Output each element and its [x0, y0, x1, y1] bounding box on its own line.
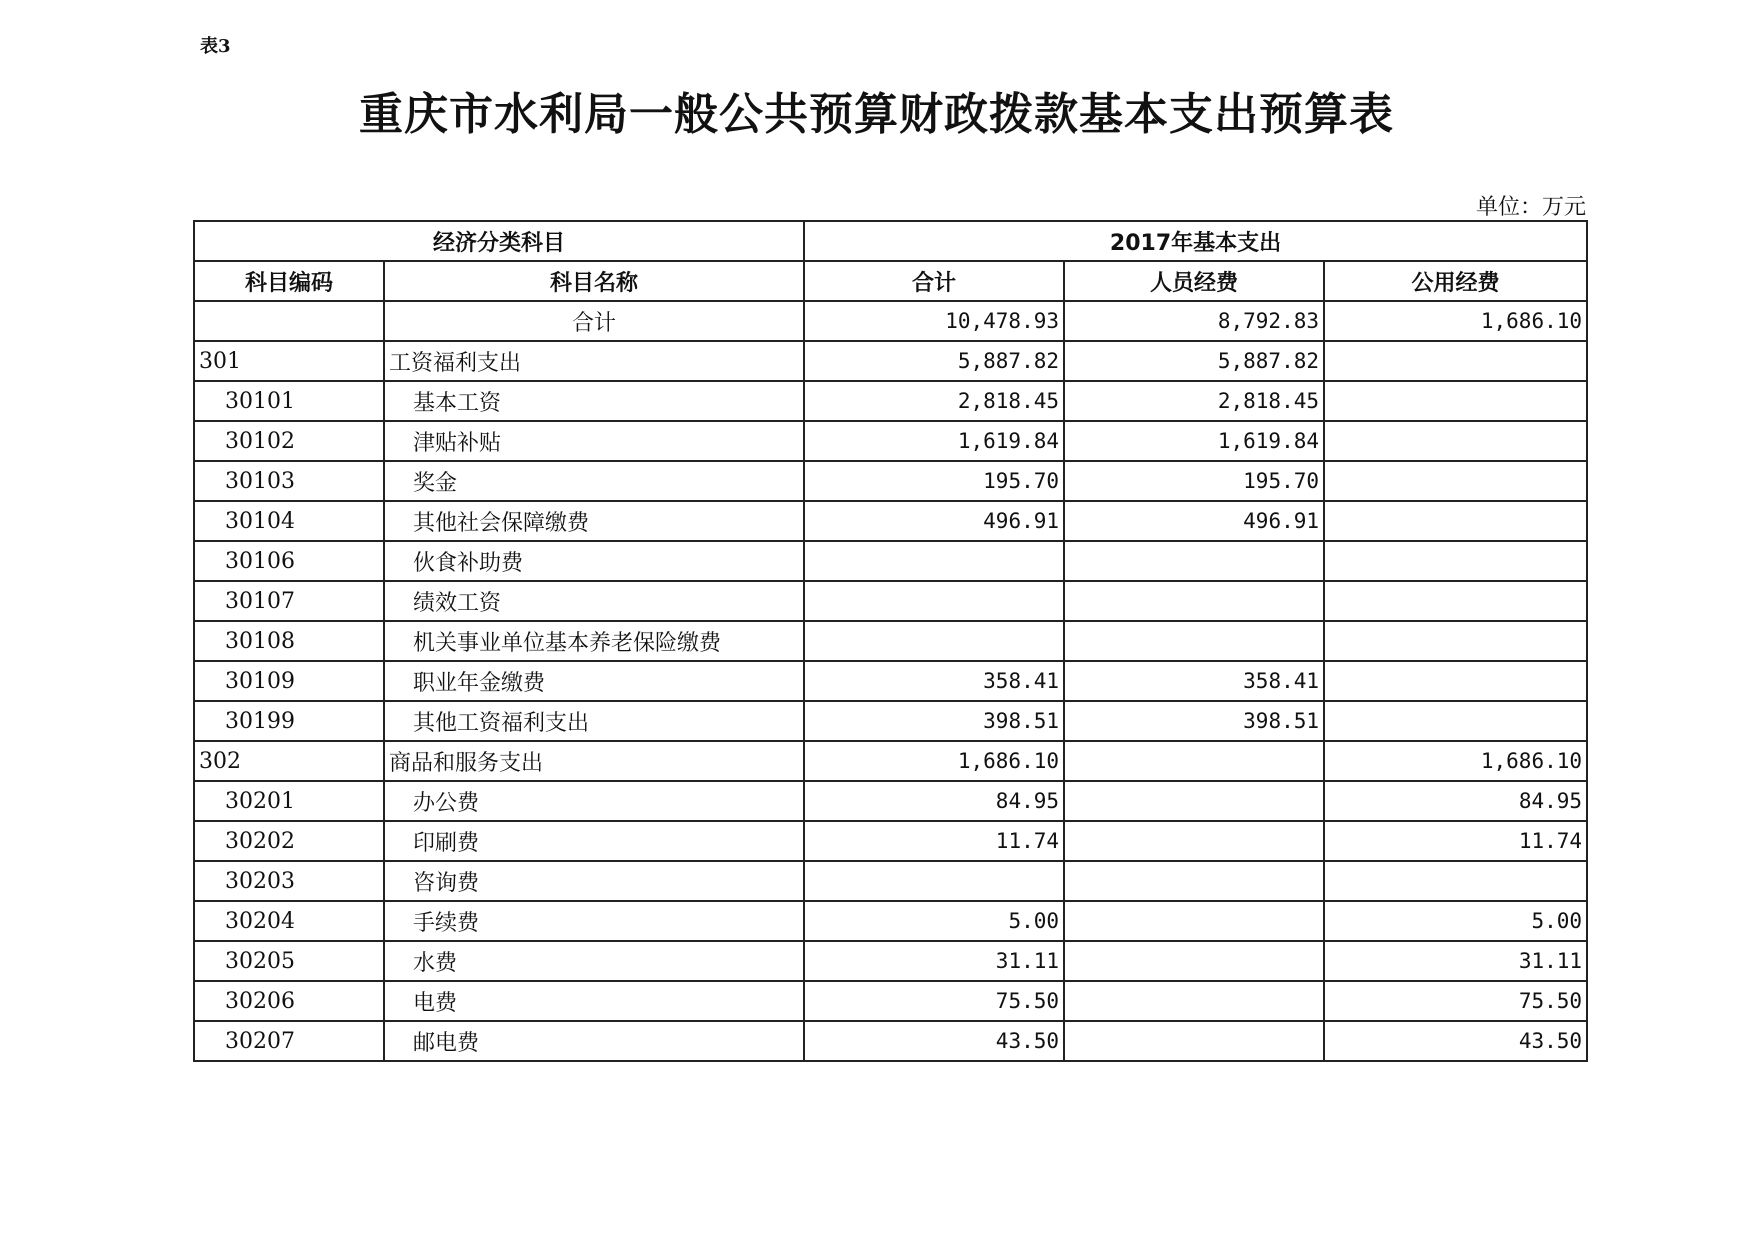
table-row [194, 621, 1587, 661]
header-public: 公用经费 [1324, 261, 1587, 301]
public-cell: 1,686.10 [1324, 741, 1587, 781]
name-cell: 奖金 [384, 461, 804, 501]
personnel-cell [1064, 781, 1324, 821]
code-cell: 30204 [194, 901, 384, 941]
page-title: 重庆市水利局一般公共预算财政拨款基本支出预算表 [359, 89, 1394, 140]
table-row [194, 381, 1587, 421]
total-cell [804, 861, 1064, 901]
total-cell: 1,619.84 [804, 421, 1064, 461]
total-cell: 10,478.93 [804, 301, 1064, 341]
personnel-cell [1064, 621, 1324, 661]
table-row [194, 941, 1587, 981]
code-cell: 30203 [194, 861, 384, 901]
total-cell: 2,818.45 [804, 381, 1064, 421]
table-row [194, 901, 1587, 941]
budget-table [193, 220, 1588, 1062]
code-cell: 301 [194, 341, 384, 381]
header-name: 科目名称 [384, 261, 804, 301]
public-cell: 5.00 [1324, 901, 1587, 941]
code-cell: 30101 [194, 381, 384, 421]
table-row [194, 341, 1587, 381]
personnel-cell: 358.41 [1064, 661, 1324, 701]
code-cell: 30107 [194, 581, 384, 621]
code-cell: 30199 [194, 701, 384, 741]
total-cell: 5,887.82 [804, 341, 1064, 381]
public-cell: 84.95 [1324, 781, 1587, 821]
name-cell: 办公费 [384, 781, 804, 821]
code-cell: 30205 [194, 941, 384, 981]
public-cell [1324, 381, 1587, 421]
unit-label: 单位：万元 [1475, 195, 1586, 220]
name-cell: 商品和服务支出 [384, 741, 804, 781]
total-cell: 75.50 [804, 981, 1064, 1021]
name-cell: 其他工资福利支出 [384, 701, 804, 741]
name-cell: 邮电费 [384, 1021, 804, 1061]
public-cell: 31.11 [1324, 941, 1587, 981]
name-cell: 其他社会保障缴费 [384, 501, 804, 541]
code-cell: 30201 [194, 781, 384, 821]
personnel-cell [1064, 821, 1324, 861]
header-economic-classification: 经济分类科目 [194, 221, 804, 261]
personnel-cell: 195.70 [1064, 461, 1324, 501]
table-body [194, 301, 1587, 1061]
public-cell [1324, 541, 1587, 581]
name-cell: 绩效工资 [384, 581, 804, 621]
personnel-cell: 5,887.82 [1064, 341, 1324, 381]
header-total: 合计 [804, 261, 1064, 301]
table-row [194, 461, 1587, 501]
code-cell: 30104 [194, 501, 384, 541]
public-cell [1324, 581, 1587, 621]
code-cell: 30206 [194, 981, 384, 1021]
public-cell: 1,686.10 [1324, 301, 1587, 341]
public-cell [1324, 461, 1587, 501]
header-personnel: 人员经费 [1064, 261, 1324, 301]
table-row [194, 741, 1587, 781]
public-cell: 75.50 [1324, 981, 1587, 1021]
personnel-cell [1064, 581, 1324, 621]
personnel-cell [1064, 901, 1324, 941]
public-cell [1324, 341, 1587, 381]
table-row [194, 301, 1587, 341]
code-cell: 30109 [194, 661, 384, 701]
public-cell [1324, 861, 1587, 901]
name-cell: 机关事业单位基本养老保险缴费 [384, 621, 804, 661]
table-row [194, 701, 1587, 741]
name-cell: 印刷费 [384, 821, 804, 861]
name-cell: 伙食补助费 [384, 541, 804, 581]
table-row [194, 541, 1587, 581]
public-cell [1324, 701, 1587, 741]
public-cell [1324, 661, 1587, 701]
table-row [194, 981, 1587, 1021]
personnel-cell: 8,792.83 [1064, 301, 1324, 341]
header-basic-expenditure-2017: 2017年基本支出 [804, 221, 1587, 261]
personnel-cell: 496.91 [1064, 501, 1324, 541]
total-cell: 195.70 [804, 461, 1064, 501]
total-cell: 496.91 [804, 501, 1064, 541]
code-cell: 30207 [194, 1021, 384, 1061]
name-cell: 咨询费 [384, 861, 804, 901]
total-cell [804, 581, 1064, 621]
personnel-cell [1064, 541, 1324, 581]
name-cell: 水费 [384, 941, 804, 981]
table-row [194, 1021, 1587, 1061]
name-cell: 工资福利支出 [384, 341, 804, 381]
personnel-cell [1064, 861, 1324, 901]
total-cell: 31.11 [804, 941, 1064, 981]
code-cell: 30102 [194, 421, 384, 461]
name-cell: 合计 [384, 301, 804, 341]
personnel-cell: 398.51 [1064, 701, 1324, 741]
total-cell: 1,686.10 [804, 741, 1064, 781]
header-group-row [194, 221, 1587, 261]
public-cell [1324, 621, 1587, 661]
table-label: 表3 [200, 36, 231, 57]
total-cell [804, 621, 1064, 661]
header-code: 科目编码 [194, 261, 384, 301]
total-cell: 358.41 [804, 661, 1064, 701]
table-row [194, 781, 1587, 821]
name-cell: 电费 [384, 981, 804, 1021]
code-cell: 30106 [194, 541, 384, 581]
total-cell: 398.51 [804, 701, 1064, 741]
code-cell: 302 [194, 741, 384, 781]
public-cell [1324, 421, 1587, 461]
code-cell: 30108 [194, 621, 384, 661]
code-cell: 30202 [194, 821, 384, 861]
name-cell: 基本工资 [384, 381, 804, 421]
code-cell: 30103 [194, 461, 384, 501]
personnel-cell [1064, 981, 1324, 1021]
table-row [194, 861, 1587, 901]
personnel-cell [1064, 741, 1324, 781]
total-cell: 5.00 [804, 901, 1064, 941]
table-row [194, 661, 1587, 701]
total-cell: 11.74 [804, 821, 1064, 861]
personnel-cell [1064, 941, 1324, 981]
table-row [194, 421, 1587, 461]
total-cell [804, 541, 1064, 581]
public-cell: 11.74 [1324, 821, 1587, 861]
table-row [194, 581, 1587, 621]
code-cell [194, 301, 384, 341]
total-cell: 43.50 [804, 1021, 1064, 1061]
table-row [194, 821, 1587, 861]
total-cell: 84.95 [804, 781, 1064, 821]
table-row [194, 501, 1587, 541]
name-cell: 津贴补贴 [384, 421, 804, 461]
public-cell [1324, 501, 1587, 541]
personnel-cell [1064, 1021, 1324, 1061]
personnel-cell: 2,818.45 [1064, 381, 1324, 421]
public-cell: 43.50 [1324, 1021, 1587, 1061]
personnel-cell: 1,619.84 [1064, 421, 1324, 461]
header-column-row [194, 261, 1587, 301]
name-cell: 职业年金缴费 [384, 661, 804, 701]
name-cell: 手续费 [384, 901, 804, 941]
